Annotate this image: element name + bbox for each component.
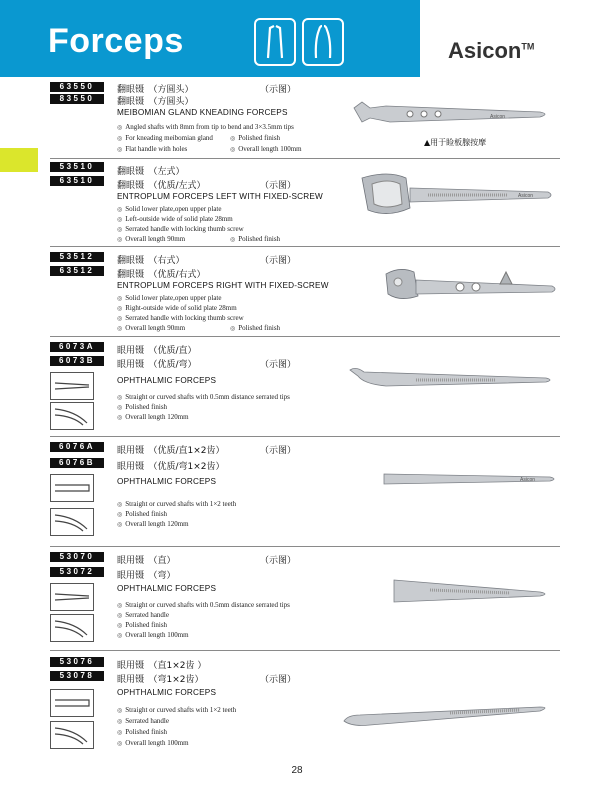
svg-text:Asicon: Asicon bbox=[518, 193, 534, 199]
svg-text:Asicon: Asicon bbox=[490, 114, 506, 120]
chinese-name: 眼用镊 （优质/弯） bbox=[117, 360, 197, 370]
product-code: 6073B bbox=[50, 356, 104, 366]
curved-forceps-icon bbox=[302, 18, 344, 66]
feature-item: ◎ Polished finish bbox=[230, 235, 280, 243]
feature-item: ◎ Straight or curved shafts with 1×2 teeth bbox=[117, 500, 236, 508]
chinese-name: 翻眼镊 （左式） bbox=[117, 167, 185, 177]
curved-tip-thumbnail bbox=[50, 721, 94, 749]
product-block-53512 bbox=[50, 250, 560, 332]
feature-item: ◎ Straight or curved shafts with 1×2 teeth bbox=[117, 706, 236, 714]
product-code: 53512 bbox=[50, 252, 104, 262]
curved-tip-thumbnail bbox=[50, 508, 94, 536]
feature-item: ◎ Overall length 90mm bbox=[117, 324, 185, 332]
illustration-note: （示图） bbox=[260, 256, 297, 266]
ophthalmic-forceps-53076-photo bbox=[340, 695, 560, 731]
chinese-name: 眼用镊 （优质/直1×2齿） bbox=[117, 446, 225, 456]
entropium-forceps-left-photo bbox=[358, 168, 558, 222]
feature-item: ◎ Polished finish bbox=[230, 324, 280, 332]
chinese-name: 眼用镊 （弯） bbox=[117, 571, 176, 581]
product-code: 53072 bbox=[50, 567, 104, 577]
chinese-name: 眼用镊 （直） bbox=[117, 556, 176, 566]
product-title: OPHTHALMIC FORCEPS bbox=[117, 584, 217, 593]
section-divider bbox=[50, 436, 560, 437]
feature-item: ◎ Polished finish bbox=[117, 403, 167, 411]
ophthalmic-forceps-6076-photo bbox=[380, 464, 560, 494]
section-tab-marker bbox=[0, 148, 38, 172]
illustration-note: （示图） bbox=[260, 360, 297, 370]
chinese-name: 眼用镊 （弯1×2齿） bbox=[117, 675, 204, 685]
ophthalmic-forceps-53070-photo bbox=[390, 572, 560, 612]
chinese-name: 翻眼镊 （优质/右式） bbox=[117, 270, 206, 280]
feature-item: ◎ Overall length 100mm bbox=[230, 145, 302, 153]
straight-tip-thumbnail bbox=[50, 583, 94, 611]
chinese-name: 翻眼镊 （方圆头） bbox=[117, 85, 194, 95]
feature-item: ◎ Serrated handle bbox=[117, 611, 169, 619]
product-code: 53078 bbox=[50, 671, 104, 681]
svg-text:Asicon: Asicon bbox=[520, 477, 536, 483]
product-code: 53070 bbox=[50, 552, 104, 562]
product-code: 63510 bbox=[50, 176, 104, 186]
product-block-53070 bbox=[50, 550, 560, 648]
product-block-63550 bbox=[50, 82, 560, 158]
feature-item: ◎ Solid lower plate,open upper plate bbox=[117, 294, 221, 302]
feature-item: ◎ Solid lower plate,open upper plate bbox=[117, 205, 221, 213]
feature-item: ◎ Left-outside wide of solid plate 28mm bbox=[117, 215, 233, 223]
feature-item: ◎ Flat handle with holes bbox=[117, 145, 187, 153]
feature-item: ◎ Straight or curved shafts with 0.5mm distance serrated tips bbox=[117, 601, 290, 609]
feature-item: ◎ Overall length 120mm bbox=[117, 413, 189, 421]
product-code: 53076 bbox=[50, 657, 104, 667]
chinese-name: 翻眼镊 （方圆头） bbox=[117, 97, 194, 107]
page-header bbox=[0, 0, 594, 77]
feature-item: ◎ For kneading meibomian gland bbox=[117, 134, 213, 142]
product-title: OPHTHALMIC FORCEPS bbox=[117, 376, 217, 385]
product-block-6076 bbox=[50, 440, 560, 544]
section-divider bbox=[50, 650, 560, 651]
feature-item: ◎ Serrated handle with locking thumb screw bbox=[117, 314, 244, 322]
section-divider bbox=[50, 336, 560, 337]
feature-item: ◎ Polished finish bbox=[117, 621, 167, 629]
feature-item: ◎ Angled shafts with 8mm from tip to bend and 3×3.5mm tips bbox=[117, 123, 294, 131]
product-block-53076 bbox=[50, 655, 560, 751]
feature-item: ◎ Right-outside wide of solid plate 28mm bbox=[117, 304, 237, 312]
feature-item: ◎ Polished finish bbox=[230, 134, 280, 142]
feature-item: ◎ Serrated handle with locking thumb screw bbox=[117, 225, 244, 233]
product-block-53510 bbox=[50, 162, 560, 242]
product-block-6073 bbox=[50, 340, 560, 434]
product-code: 6076A bbox=[50, 442, 104, 452]
photo-caption: ▲用于睑板腺按摩 bbox=[424, 138, 487, 147]
chinese-name: 眼用镊 （直1×2齿 ） bbox=[117, 661, 207, 671]
feature-item: ◎ Overall length 120mm bbox=[117, 520, 189, 528]
section-divider bbox=[50, 546, 560, 547]
entropium-forceps-right-photo bbox=[380, 262, 560, 306]
brand-area bbox=[420, 0, 594, 77]
product-title: ENTROPLUM FORCEPS LEFT WITH FIXED-SCREW bbox=[117, 192, 323, 201]
section-divider bbox=[50, 246, 560, 247]
ophthalmic-forceps-6073-photo bbox=[346, 362, 560, 392]
straight-tip-thumbnail bbox=[50, 689, 94, 717]
curved-tip-thumbnail bbox=[50, 614, 94, 642]
product-title: OPHTHALMIC FORCEPS bbox=[117, 688, 217, 697]
illustration-note: （示图） bbox=[260, 556, 297, 566]
product-code: 53510 bbox=[50, 162, 104, 172]
product-code: 6076B bbox=[50, 458, 104, 468]
product-title: ENTROPLUM FORCEPS RIGHT WITH FIXED-SCREW bbox=[117, 281, 329, 290]
page-number: 28 bbox=[291, 765, 303, 776]
curved-tip-thumbnail bbox=[50, 402, 94, 430]
product-code: 63512 bbox=[50, 266, 104, 276]
illustration-note: （示图） bbox=[260, 446, 297, 456]
product-title: MEIBOMIAN GLAND KNEADING FORCEPS bbox=[117, 108, 288, 117]
page-title: Forceps bbox=[48, 22, 184, 60]
section-divider bbox=[50, 158, 560, 159]
meibomian-forceps-photo bbox=[350, 92, 560, 132]
product-code: 63550 bbox=[50, 82, 104, 92]
feature-item: ◎ Polished finish bbox=[117, 510, 167, 518]
product-code: 83550 bbox=[50, 94, 104, 104]
illustration-note: （示图） bbox=[260, 675, 297, 685]
straight-tip-thumbnail bbox=[50, 372, 94, 400]
straight-tip-thumbnail bbox=[50, 474, 94, 502]
brand-logo: Asicon™ bbox=[448, 38, 535, 63]
feature-item: ◎ Serrated handle bbox=[117, 717, 169, 725]
chinese-name: 眼用镊 （优质/直） bbox=[117, 346, 197, 356]
product-code: 6073A bbox=[50, 342, 104, 352]
feature-item: ◎ Straight or curved shafts with 0.5mm distance serrated tips bbox=[117, 393, 290, 401]
feature-item: ◎ Overall length 100mm bbox=[117, 739, 189, 747]
feature-item: ◎ Overall length 100mm bbox=[117, 631, 189, 639]
chinese-name: 翻眼镊 （右式） bbox=[117, 256, 185, 266]
chinese-name: 眼用镊 （优质/弯1×2齿） bbox=[117, 462, 225, 472]
illustration-note: （示图） bbox=[260, 85, 297, 95]
product-title: OPHTHALMIC FORCEPS bbox=[117, 477, 217, 486]
feature-item: ◎ Polished finish bbox=[117, 728, 167, 736]
illustration-note: （示图） bbox=[260, 181, 297, 191]
straight-forceps-icon bbox=[254, 18, 296, 66]
feature-item: ◎ Overall length 90mm bbox=[117, 235, 185, 243]
chinese-name: 翻眼镊 （优质/左式） bbox=[117, 181, 206, 191]
